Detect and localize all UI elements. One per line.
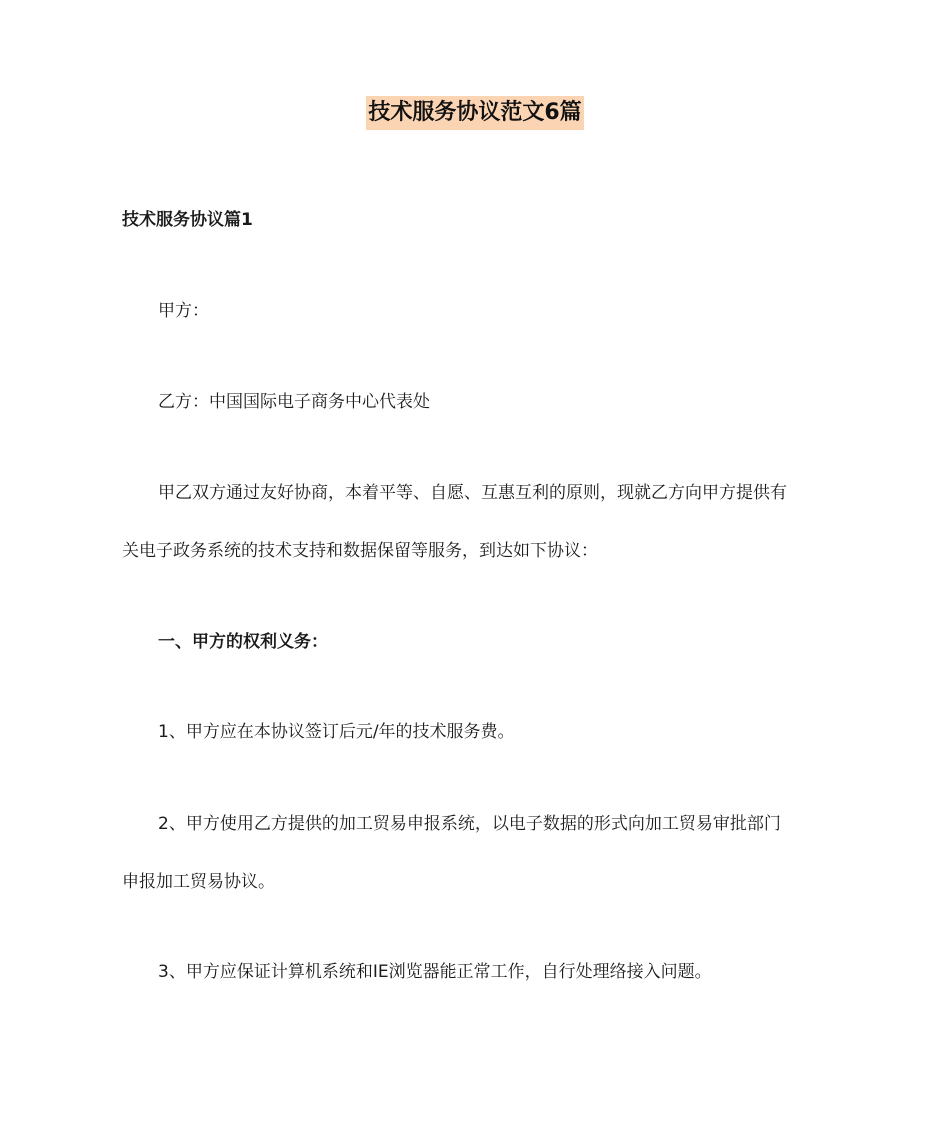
document-title: 技术服务协议范文6篇 [366, 96, 583, 130]
section-heading: 技术服务协议篇1 [122, 210, 253, 230]
intro-paragraph-line-1: 甲乙双方通过友好协商，本着平等、自愿、互惠互利的原则，现就乙方向甲方提供有 [158, 483, 787, 503]
title-container [0, 96, 950, 130]
clause-item-2-line-2: 申报加工贸易协议。 [122, 872, 275, 892]
clause-item-1: 1、甲方应在本协议签订后元/年的技术服务费。 [158, 722, 515, 742]
party-b-line: 乙方：中国国际电子商务中心代表处 [158, 392, 430, 412]
clause-item-3: 3、甲方应保证计算机系统和IE浏览器能正常工作，自行处理络接入问题。 [158, 962, 712, 982]
party-a-line: 甲方： [158, 301, 209, 321]
clause-item-2-line-1: 2、甲方使用乙方提供的加工贸易申报系统，以电子数据的形式向加工贸易审批部门 [158, 814, 781, 834]
intro-paragraph-line-2: 关电子政务系统的技术支持和数据保留等服务，到达如下协议： [122, 541, 598, 561]
clause-heading: 一、甲方的权利义务： [158, 632, 328, 652]
